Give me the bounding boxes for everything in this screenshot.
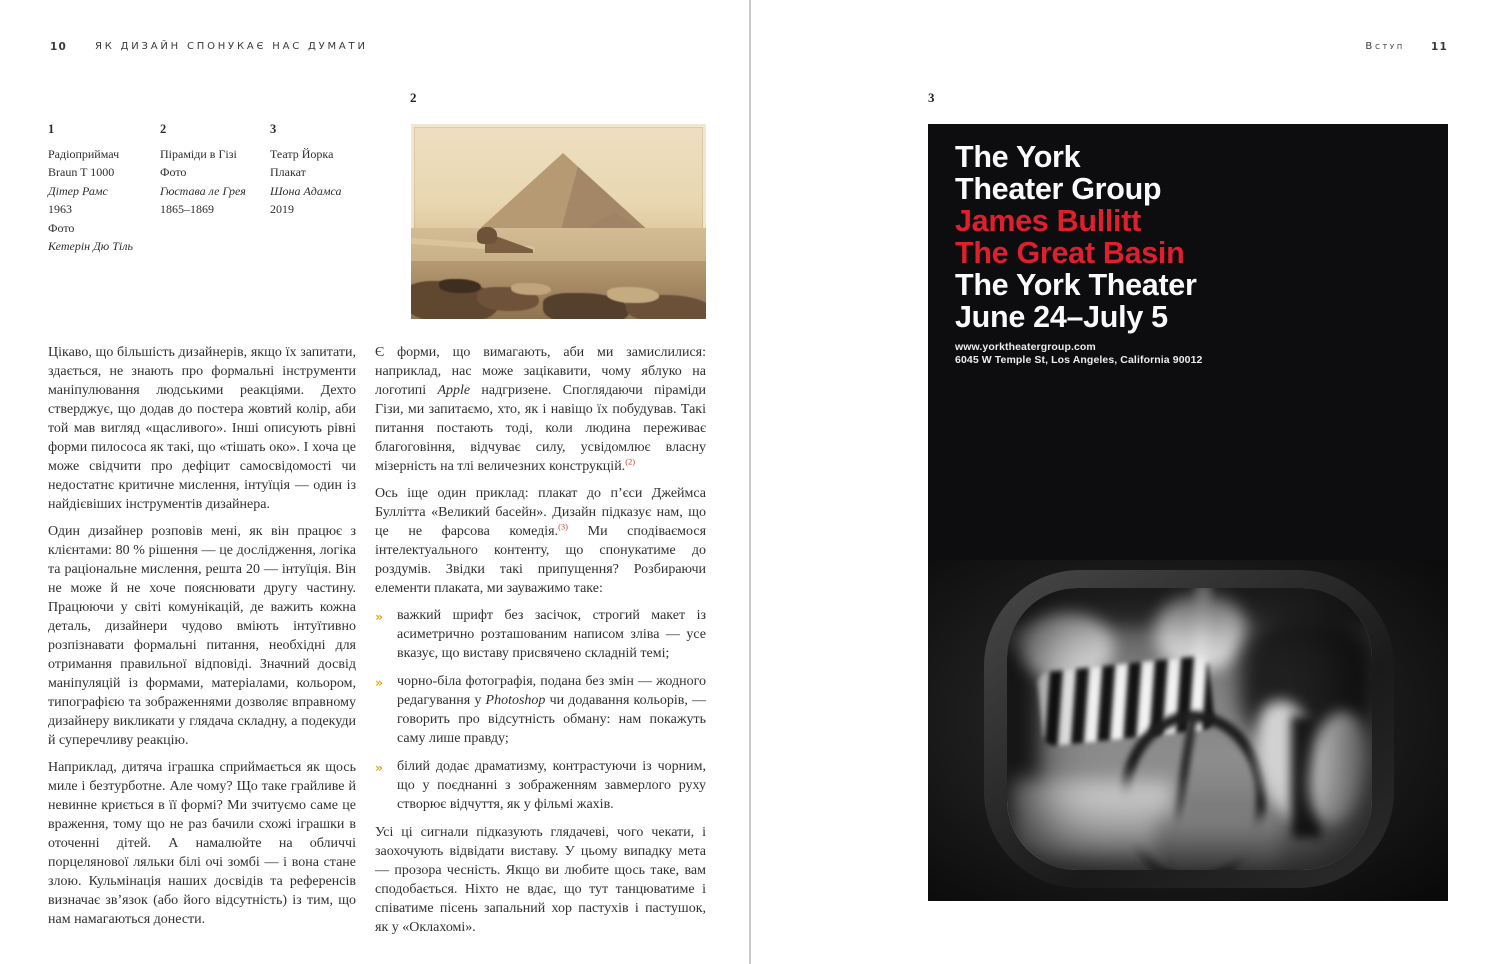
figure-2-label: 2	[410, 90, 417, 105]
caption-line: Піраміди в Гізі	[160, 146, 237, 161]
caption-1-number: 1	[48, 122, 55, 136]
text-segment: Усі ці сигнали підказують глядачеві, чого чекати, і заохочують відвідати виставу. У цьому випадку мета — прозора чесність. Якщо ви любите щось таке, вам сподобається. Ніхто не вдає, що тут танцюватиме і співатиме пісень запальний хор пастухів і пастушок, як у «Оклахомі».	[375, 825, 706, 935]
right-running-header	[1330, 41, 1448, 53]
sphinx-head	[477, 227, 497, 244]
poster-headline-line: The York	[955, 140, 1081, 174]
figure-3-label: 3	[928, 90, 935, 105]
list-item	[375, 606, 706, 663]
text-column-1	[48, 343, 356, 937]
caption-line: Braun T 1000	[48, 165, 115, 179]
poster-headline-line: Theater Group	[955, 172, 1162, 206]
poster-headline-line: The Great Basin	[955, 236, 1185, 270]
pyramids-giza-photo	[411, 124, 706, 319]
bullet-text	[397, 608, 706, 661]
text-segment: чи додавання кольорів, — говорить про відсутність обману: нам покажуть саму лише правду;	[397, 693, 707, 746]
text-segment: Apple	[437, 383, 471, 398]
bullet-text	[397, 759, 706, 812]
caption-2	[160, 120, 266, 219]
page-divider	[749, 0, 751, 964]
york-theater-poster	[928, 124, 1448, 901]
text-segment: Ось іще один приклад: плакат до п’єси Джеймса Буллітта «Великий басейн». Дизайн підказує нам, що це не фарсова комедія.	[375, 486, 706, 539]
tv-screen	[1007, 588, 1372, 870]
caption-line: Театр Йорка	[270, 146, 334, 161]
text-segment: важкий шрифт без засічок, строгий макет із асиметрично розташованим написом зліва — усе вказує, що виставу присвячено складній темі;	[397, 608, 706, 661]
paragraph	[375, 484, 706, 598]
rock	[511, 283, 551, 295]
caption-line: Гюстава ле Грея	[160, 183, 246, 198]
caption-line: Дітер Рамс	[48, 183, 108, 198]
caption-3	[270, 120, 376, 219]
left-running-title: ЯК ДИЗАЙН СПОНУКАЄ НАС ДУМАТИ	[95, 41, 368, 52]
caption-2-number: 2	[160, 122, 167, 136]
list-item	[375, 757, 706, 814]
paragraph	[375, 343, 706, 476]
text-segment: надгризене. Споглядаючи піраміди Гізи, ми запитаємо, хто, як і навіщо їх побудував. Такі питання постають тоді, коли людина переживає благоговіння, відчуває силу, усвідомлює власну мізерність на тлі величезних конструкцій.	[375, 383, 707, 474]
rock	[607, 287, 659, 303]
caption-line: Радіоприймач	[48, 146, 120, 161]
text-segment: Photoshop	[485, 693, 546, 708]
text-segment: білий додає драматизму, контрастуючи із чорним, що у поєднанні з зображенням завмерлого руху створює відчуття, як у фільмі жахів.	[397, 759, 706, 812]
text-column-2	[375, 343, 706, 945]
caption-3-number: 3	[270, 122, 277, 136]
text-segment: чорно-біла фотографія, подана без змін — жодного редагування у	[397, 674, 706, 708]
caption-1-lines	[48, 145, 154, 256]
caption-line: 1865–1869	[160, 202, 214, 216]
poster-meta-block	[955, 341, 1202, 366]
paragraph: Один дизайнер розповів мені, як він працює з клієнтами: 80 % рішення — це дослідження, логіка та раціональне мислення, решта 20 — інтуїція. Він не може й не хоче пояснювати другу частину. Працюючи у світі комунікацій, де важить кожна деталь, дизайнери чудово вміють інтуїтивно розпізнавати формальні питання, необхідні для отримання правильної відповіді. Значний досвід маніпуляцій із формами, матеріалами, кольором, типографією та зображеннями дозволяє вправному дизайнеру викликати у глядача складну, а подекуди й суперечливу реакцію.	[48, 524, 356, 748]
poster-headline-line: The York Theater	[955, 268, 1197, 302]
poster-url: www.yorktheatergroup.com	[955, 341, 1096, 353]
list-item	[375, 672, 706, 748]
poster-headline-line: June 24–July 5	[955, 300, 1168, 334]
caption-line: Фото	[160, 165, 187, 179]
poster-address: 6045 W Temple St, Los Angeles, California 90012	[955, 353, 1203, 366]
paragraph: Наприклад, дитяча іграшка сприймається як щось миле і безтурботне. Але чому? Що таке грайливе й невинне криється в її формі? Ми зчитуємо саме це враження, тому що не раз бачили схожі іграшки в оточенні дітей. А намалюйте на обличчі порцелянової ляльки білі очі зомбі — і вона стане злою. Кульмінація наших досвідів та референсів визначає зв’язок (або його відсутність) із тим, що нам намагаються донести.	[48, 760, 356, 927]
text-segment: Ми сподіваємося інтелектуального контенту, що спонукатиме до роздумів. Звідки такі припущення? Розбираючи елементи плаката, ми зауважимо таке:	[375, 524, 707, 596]
poster-headline-line: James Bullitt	[955, 204, 1141, 238]
caption-line: Кетерін Дю Тіль	[48, 239, 133, 253]
caption-line: Фото	[48, 220, 75, 235]
tv-screen-vignette	[1007, 588, 1372, 870]
left-running-header	[50, 41, 368, 53]
bullet-marker-icon: »	[375, 609, 384, 624]
rock	[439, 279, 481, 293]
caption-line: 2019	[270, 202, 294, 216]
caption-2-lines	[160, 145, 266, 219]
left-page-number: 10	[50, 41, 68, 53]
caption-3-lines	[270, 145, 376, 219]
right-chapter-title: Вступ	[1365, 41, 1405, 52]
footnote-reference: (3)	[558, 521, 568, 532]
footnote-reference: (2)	[625, 456, 636, 467]
caption-line: Плакат	[270, 165, 306, 179]
bullet-marker-icon: »	[375, 760, 384, 775]
caption-1	[48, 120, 154, 256]
bullet-text	[397, 674, 706, 746]
right-page-number: 11	[1430, 41, 1448, 53]
paragraph	[375, 823, 706, 937]
bullet-marker-icon: »	[375, 675, 384, 690]
caption-line: Шона Адамса	[270, 183, 342, 198]
caption-line: 1963	[48, 202, 72, 216]
paragraph: Цікаво, що більшість дизайнерів, якщо їх запитати, здається, не знають про формальні інструменти маніпулювання людськими реакціями. Дехто стверджує, що додав до постера жовтий колір, аби той мав вигляд «щасливого». Інші описують рівні форми пилососа як такі, що «тішать око». І хоча це може свідчити про дефіцит самосвідомості чи недостатнє критичне мислення, інтуїція — один із найдієвіших інструментів дизайнера.	[48, 345, 356, 512]
text-segment: Є форми, що вимагають, аби ми замислилися: наприклад, нас може зацікавити, чому яблуко на логотипі	[375, 345, 706, 398]
bullet-list	[375, 606, 706, 814]
tv-still-photo	[928, 560, 1448, 901]
poster-headline-block	[955, 141, 1197, 333]
